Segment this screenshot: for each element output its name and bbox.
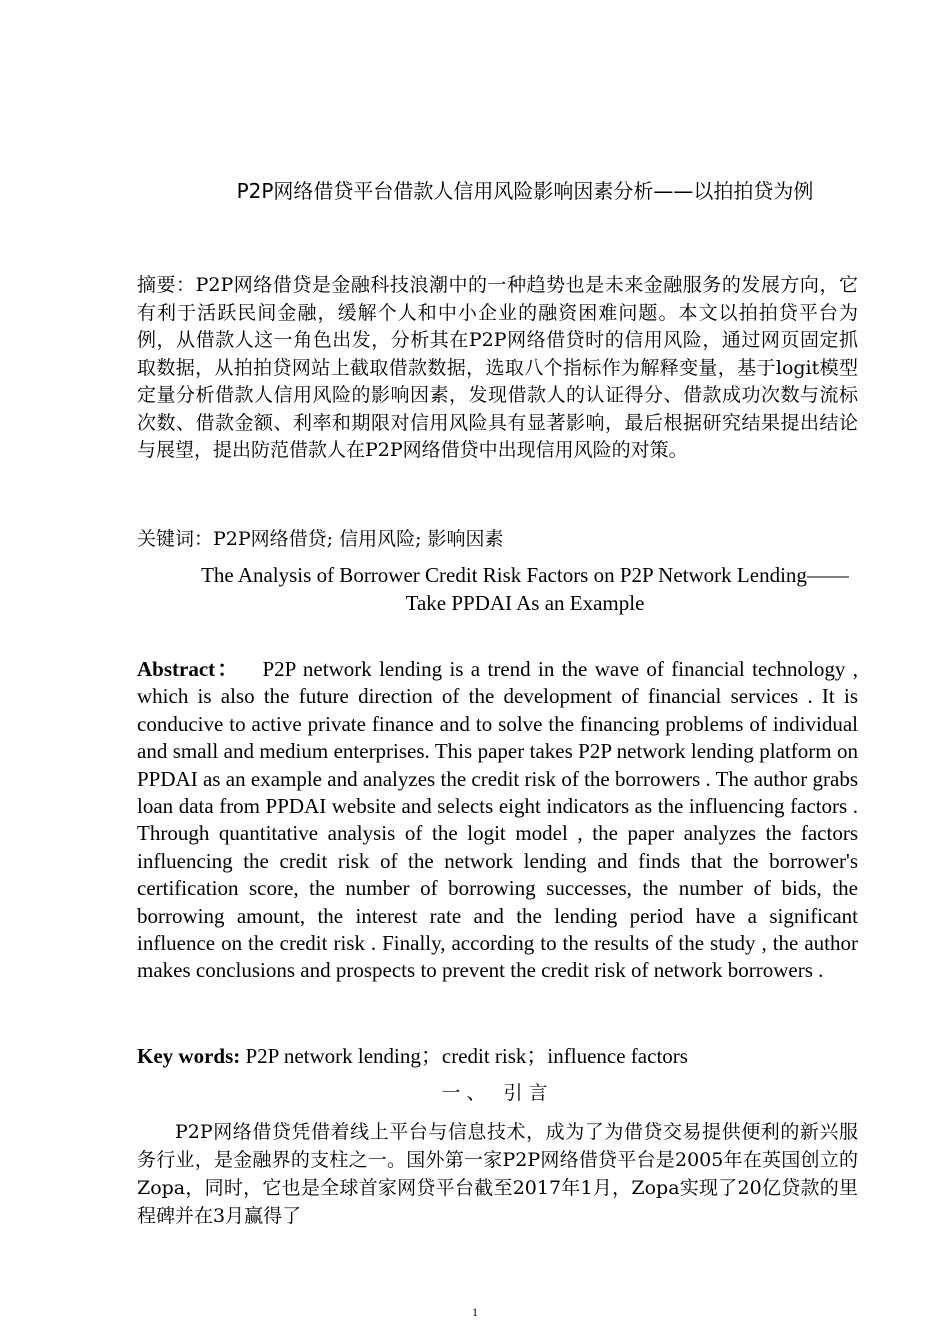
english-abstract-text: P2P network lending is a trend in the wave of financial technology , which is also the future direction of the development of financial services . It is conducive to active private finance and to solve the financing problems of individual and small and medium enterprises. This paper takes P2P network lending platform on PPDAI as an example and analyzes the credit risk of the borrowers . The author grabs loan data from PPDAI website and selects eight indicators as the influencing factors . Through quantitative analysis of the logit model , the paper analyzes the factors influencing the credit risk of the network lending and finds that the borrower's certification score, the number of borrowing successes, the number of bids, the borrowing amount, the interest rate and the lending period have a significant influence on the credit risk . Finally, according to the results of the study , the author makes conclusions and prospects to prevent the credit risk of network borrowers . bbox=[137, 657, 858, 983]
chinese-abstract-text: P2P网络借贷是金融科技浪潮中的一种趋势也是未来金融服务的发展方向，它有利于活跃民间金融，缓解个人和中小企业的融资困难问题。本文以拍拍贷平台为例，从借款人这一角色出发，分析其在P2P网络借贷时的信用风险，通过网页固定抓取数据，从拍拍贷网站上截取借款数据，选取八个指标作为解释变量，基于logit模型定量分析借款人信用风险的影响因素，发现借款人的认证得分、借款成功次数与流标次数、借款金额、利率和期限对信用风险具有显著影响，最后根据研究结果提出结论与展望，提出防范借款人在P2P网络借贷中出现信用风险的对策。 bbox=[137, 274, 858, 461]
page-number: 1 bbox=[472, 1305, 478, 1319]
chinese-abstract bbox=[137, 272, 858, 465]
introduction-paragraph: P2P网络借贷凭借着线上平台与信息技术，成为了为借贷交易提供便利的新兴服务行业，是金融界的支柱之一。国外第一家P2P网络借贷平台是2005年在英国创立的Zopa，同时，它也是全球首家网贷平台截至2017年1月，Zopa实现了20亿贷款的里程碑并在3月赢得了 bbox=[137, 1121, 858, 1227]
english-abstract-label: Abstract： bbox=[137, 657, 241, 681]
chinese-keywords bbox=[137, 526, 858, 553]
chinese-abstract-label: 摘要： bbox=[137, 274, 196, 296]
chinese-keywords-text: P2P网络借贷; 信用风险; 影响因素 bbox=[213, 528, 504, 550]
chinese-keywords-label: 关键词： bbox=[137, 528, 214, 550]
chinese-title: P2P网络借贷平台借款人信用风险影响因素分析——以拍拍贷为例 bbox=[236, 179, 814, 203]
english-abstract bbox=[137, 656, 858, 985]
english-keywords-label: Key words: bbox=[137, 1044, 241, 1068]
english-keywords bbox=[137, 1043, 858, 1070]
english-title: The Analysis of Borrower Credit Risk Factors on P2P Network Lending——Take PPDAI As an Example bbox=[201, 563, 849, 615]
english-keywords-text: P2P network lending；credit risk；influence factors bbox=[245, 1044, 688, 1068]
section-heading-introduction: 一、 引言 bbox=[441, 1082, 554, 1104]
